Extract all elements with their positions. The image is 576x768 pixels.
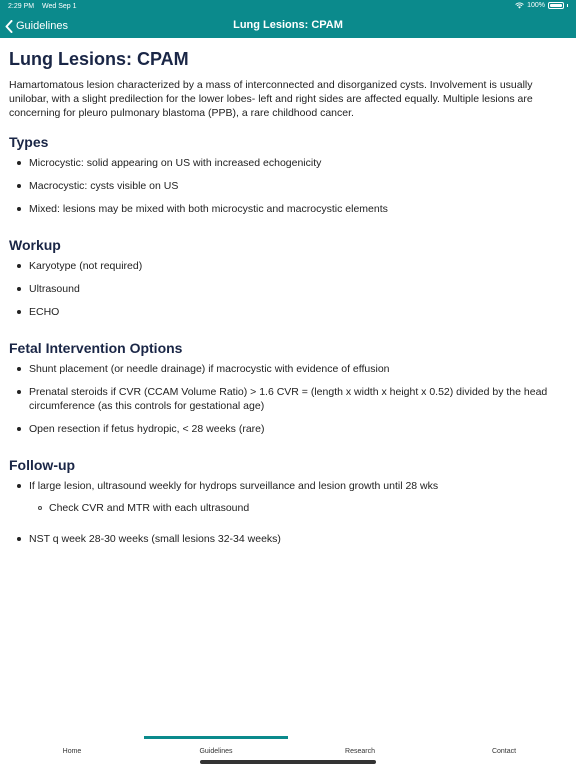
status-time: 2:29 PM [8, 3, 35, 10]
list-item-text: Macrocystic: cysts visible on US [29, 180, 179, 192]
tab-research[interactable]: Research [345, 748, 375, 755]
list-item-text: Open resection if fetus hydropic, < 28 weeks (rare) [29, 423, 265, 435]
types-list [9, 156, 561, 216]
nav-title: Lung Lesions: CPAM [233, 19, 343, 31]
list-item-text: NST q week 28-30 weeks (small lesions 32-34 weeks) [29, 533, 281, 545]
bullet [17, 484, 21, 488]
list-item-text: Mixed: lesions may be mixed with both microcystic and macrocystic elements [29, 203, 388, 215]
bullet [17, 310, 21, 314]
section-heading-workup: Workup [9, 237, 61, 253]
list-item [9, 305, 561, 319]
tab-contact[interactable]: Contact [491, 748, 517, 755]
list-item [9, 362, 561, 376]
status-date: Wed Sep 1 [42, 3, 77, 10]
battery-percent: 100% [527, 2, 545, 9]
list-item [9, 156, 561, 170]
bullet [17, 161, 21, 165]
home-indicator [200, 760, 376, 764]
bullet [17, 184, 21, 188]
bullet [17, 207, 21, 211]
section-heading-fetal: Fetal Intervention Options [9, 340, 183, 356]
list-item-text: If large lesion, ultrasound weekly for hydrops surveillance and lesion growth until 28 wks [29, 480, 439, 492]
back-label: Guidelines [16, 20, 68, 32]
list-item-text: Microcystic: solid appearing on US with increased echogenicity [29, 157, 322, 169]
list-item [9, 385, 561, 413]
hollow-bullet [38, 506, 42, 510]
content [9, 48, 561, 546]
tab-guidelines[interactable]: Guidelines [199, 748, 233, 755]
list-item [9, 282, 561, 296]
section-heading-types: Types [9, 134, 49, 150]
list-item-text: Check CVR and MTR with each ultrasound [49, 502, 250, 514]
bullet [17, 264, 21, 268]
list-item-text: Ultrasound [29, 283, 80, 295]
list-item [9, 179, 561, 193]
bullet [17, 390, 21, 394]
list-item [9, 422, 561, 436]
list-item [9, 479, 561, 493]
section-heading-followup: Follow-up [9, 457, 76, 473]
list-item-text: Karyotype (not required) [29, 260, 143, 272]
intro-text: Hamartomatous lesion characterized by a mass of interconnected and disorganized cysts. Involvement is usually unilobar, with a slight predilection for the lower lobes- left and right sides are affected equally. Multiple lesions are concerning for pleuro pulmonary blastoma (PPB), a rare childhood cancer. [9, 79, 533, 119]
header [0, 0, 576, 38]
list-item-text: Shunt placement (or needle drainage) if macrocystic with evidence of effusion [29, 363, 390, 375]
battery-nub [567, 4, 568, 7]
list-item-text: ECHO [29, 306, 60, 318]
list-item-text: Prenatal steroids if CVR (CCAM Volume Ratio) > 1.6 CVR = (length x width x height x 0.52) divided by the head circumference (as this controls for gestational age) [29, 386, 548, 412]
bullet [17, 367, 21, 371]
list-item [9, 259, 561, 273]
nav-bar [0, 14, 576, 38]
workup-list [9, 259, 561, 319]
status-right [515, 2, 568, 9]
tab-selected-indicator [144, 736, 288, 739]
bullet [17, 427, 21, 431]
status-bar [0, 0, 576, 12]
battery-icon [548, 2, 564, 9]
fetal-list [9, 362, 561, 436]
sub-list-item [9, 501, 561, 515]
bullet [17, 537, 21, 541]
wifi-icon [515, 2, 524, 9]
list-item [9, 532, 561, 546]
page-title: Lung Lesions: CPAM [9, 49, 189, 69]
tab-home[interactable]: Home [62, 748, 82, 755]
list-item [9, 202, 561, 216]
bullet [17, 287, 21, 291]
followup-list [9, 479, 561, 546]
